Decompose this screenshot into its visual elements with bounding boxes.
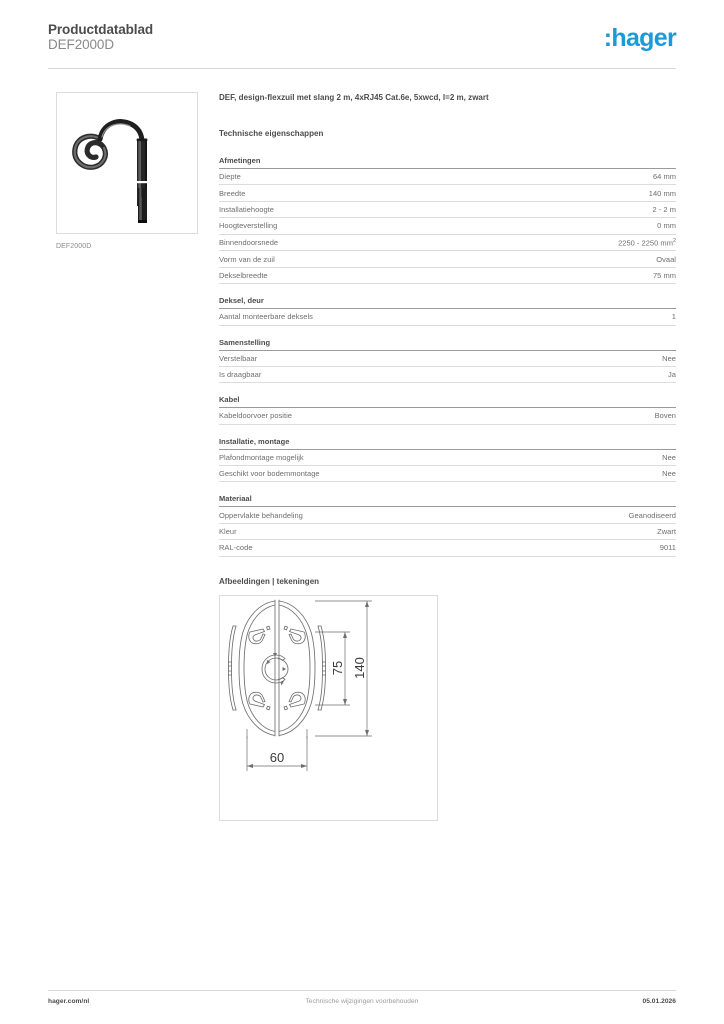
spec-row (219, 540, 676, 556)
spec-group-heading: Installatie, montage (219, 437, 676, 450)
spec-value: 75 mm (652, 270, 676, 280)
product-photo-svg (57, 93, 197, 233)
spec-row (219, 202, 676, 218)
spec-value-text: 2250 - 2250 mm (618, 238, 673, 248)
spec-label: Binnendoorsnede (219, 238, 279, 248)
spec-label: Plafondmontage mogelijk (219, 452, 304, 462)
spec-label: Verstelbaar (219, 353, 258, 363)
spec-label: Dekselbreedte (219, 270, 268, 280)
page-header (48, 22, 676, 68)
spec-group (219, 156, 676, 284)
spec-row (219, 507, 676, 523)
spec-groups-container (219, 156, 676, 557)
spec-value: Nee (662, 469, 676, 479)
product-image-caption: DEF2000D (56, 243, 92, 250)
spec-group (219, 395, 676, 424)
spec-row (219, 524, 676, 540)
spec-group (219, 437, 676, 483)
spec-value: Ja (668, 370, 676, 380)
spec-row (219, 450, 676, 466)
cross-section-drawing-svg (220, 596, 437, 820)
spec-value: 1 (671, 312, 676, 322)
dimension-label-140: 140 (352, 656, 367, 679)
technical-drawing (219, 595, 438, 821)
spec-group-heading: Kabel (219, 395, 676, 408)
header-divider (48, 68, 676, 69)
spec-label: Oppervlakte behandeling (219, 510, 303, 520)
spec-label: Kleur (219, 526, 237, 536)
spec-label: RAL-code (219, 543, 253, 553)
spec-value: Ovaal (656, 254, 676, 264)
footer-divider (48, 990, 676, 991)
spec-label: Vorm van de zuil (219, 254, 275, 264)
spec-group (219, 494, 676, 556)
main-content (219, 92, 676, 821)
product-description: DEF, design-flexzuil met slang 2 m, 4xRJ45 Cat.6e, 5xwcd, l=2 m, zwart (219, 93, 489, 102)
spec-value: 0 mm (657, 221, 676, 231)
product-image (56, 92, 198, 234)
spec-label: Kabeldoorvoer positie (219, 411, 292, 421)
spec-label: Diepte (219, 172, 241, 182)
spec-row (219, 367, 676, 383)
spec-label: Aantal monteerbare deksels (219, 312, 313, 322)
spec-value: 2 - 2 m (652, 204, 676, 214)
dimension-label-60: 60 (269, 749, 285, 765)
spec-label: Breedte (219, 188, 246, 198)
spec-label: Is draagbaar (219, 370, 262, 380)
spec-row (219, 185, 676, 201)
spec-group-heading: Samenstelling (219, 338, 676, 351)
spec-row (219, 466, 676, 482)
spec-group (219, 338, 676, 384)
spec-row (219, 235, 676, 252)
spec-row (219, 169, 676, 185)
spec-value-superscript: 2 (672, 237, 676, 244)
spec-group (219, 296, 676, 325)
spec-row (219, 251, 676, 267)
spec-row (219, 218, 676, 234)
spec-row (219, 309, 676, 325)
spec-value: Nee (662, 452, 676, 462)
spec-value (618, 238, 676, 248)
spec-value: 140 mm (648, 188, 676, 198)
technical-properties-title: Technische eigenschappen (219, 129, 324, 138)
page-footer (48, 998, 676, 1012)
hager-logo (604, 24, 676, 52)
spec-row (219, 408, 676, 424)
spec-group-heading: Deksel, deur (219, 296, 676, 309)
page-title: Productdatablad (48, 22, 154, 37)
spec-value: Geanodiseerd (628, 510, 676, 520)
footer-date: 05.01.2026 (642, 998, 676, 1005)
spec-value: Zwart (657, 526, 676, 536)
spec-value: 9011 (659, 543, 676, 553)
spec-group-heading: Afmetingen (219, 156, 676, 169)
spec-value: 64 mm (652, 172, 676, 182)
spec-label: Hoogteverstelling (219, 221, 278, 231)
logo-wordmark: hager (611, 24, 676, 52)
spec-row (219, 268, 676, 284)
drawings-title: Afbeeldingen | tekeningen (219, 576, 320, 586)
spec-label: Geschikt voor bodemmontage (219, 469, 320, 479)
footer-website-link[interactable]: hager.com/nl (48, 998, 90, 1005)
spec-value: Boven (654, 411, 676, 421)
logo-colon-icon: : (603, 24, 612, 52)
dimension-label-75: 75 (330, 660, 345, 675)
spec-label: Installatiehoogte (219, 204, 274, 214)
spec-value: Nee (662, 353, 676, 363)
spec-group-heading: Materiaal (219, 494, 676, 507)
spec-row (219, 351, 676, 367)
footer-disclaimer: Technische wijzigingen voorbehouden (305, 998, 419, 1005)
page-subtitle: DEF2000D (48, 37, 114, 52)
